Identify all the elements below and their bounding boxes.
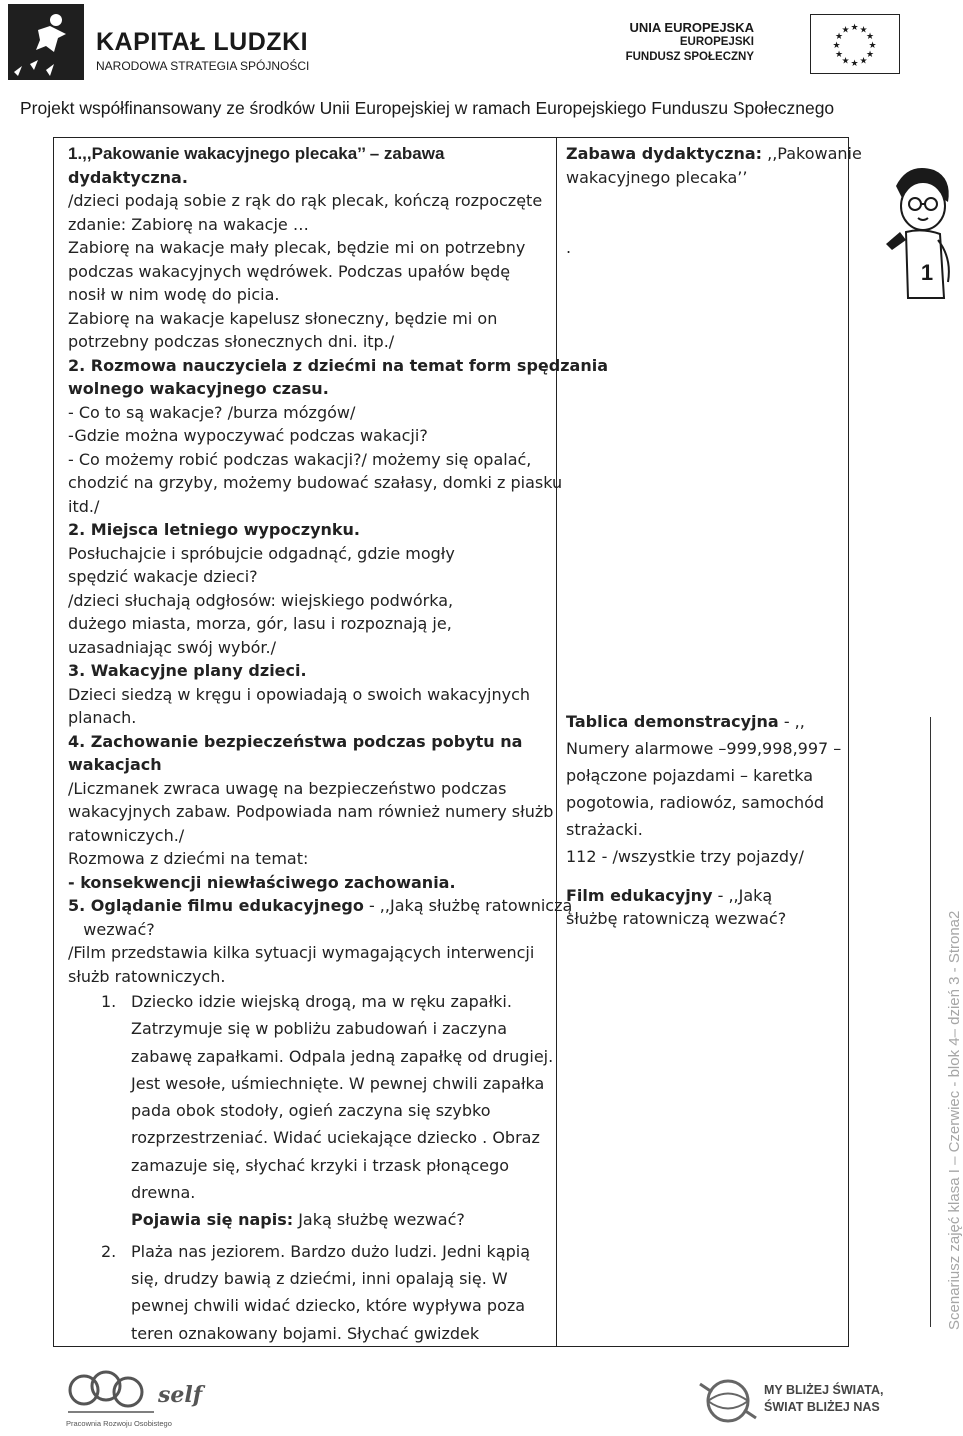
material-2-line: 112 - /wszystkie trzy pojazdy/ xyxy=(566,846,804,866)
svg-text:★: ★ xyxy=(859,56,868,67)
step-3-title: 2. Miejsca letniego wypoczynku. xyxy=(68,520,361,539)
separator-dot: . xyxy=(566,238,572,257)
material-1-line: wakacyjnego plecaka’’ xyxy=(566,167,748,187)
svg-text:★: ★ xyxy=(868,41,877,51)
situation-line: się, drudzy bawią z dziećmi, inni opalają się. W xyxy=(131,1268,508,1288)
side-rule xyxy=(930,717,931,1327)
step-5-line: - konsekwencji niewłaściwego zachowania. xyxy=(68,872,456,892)
step-4-title: 3. Wakacyjne plany dzieci. xyxy=(68,661,307,680)
step-1-line: Zabiorę na wakacje kapelusz słoneczny, będzie mi on xyxy=(68,308,498,328)
step-1-line: nosił w nim wodę do picia. xyxy=(68,285,280,304)
svg-text:★: ★ xyxy=(841,56,850,67)
kapital-ludzki-emblem-icon xyxy=(8,4,84,80)
list-number: 2. xyxy=(101,1241,117,1261)
situation-line: Zatrzymuje się w pobliżu zabudowań i zaczyna xyxy=(131,1019,507,1039)
step-1-title: 1.,,Pakowanie wakacyjnego plecaka’’ – zabawa xyxy=(68,144,445,163)
step-2-line: - Co możemy robić podczas wakacji?/ możemy się opalać, xyxy=(68,449,532,469)
step-1-line: Zabiorę na wakacje mały plecak, będzie mi on potrzebny xyxy=(68,238,526,257)
step-6-line: służb ratowniczych. xyxy=(68,966,226,986)
step-6-line: /Film przedstawia kilka sytuacji wymagających interwencji xyxy=(68,943,535,962)
situation-line: pewnej chwili widać dziecko, które wypływa poza xyxy=(131,1296,526,1316)
svg-text:★: ★ xyxy=(850,59,859,69)
step-5-line: /Liczmanek zwraca uwagę na bezpieczeństwo podczas xyxy=(68,778,507,798)
step-1-line: potrzebny podczas słonecznych dni. itp./ xyxy=(68,332,395,351)
svg-text:★: ★ xyxy=(832,41,841,51)
step-3-line: uzasadniając swój wybór./ xyxy=(68,637,276,657)
material-1-title: Zabawa dydaktyczna: ,,Pakowanie xyxy=(566,144,862,163)
step-2-line: - Co to są wakacje? /burza mózgów/ xyxy=(68,402,356,422)
column-divider xyxy=(556,138,557,1346)
kapital-ludzki-title: KAPITAŁ LUDZKI xyxy=(96,28,309,56)
eu-line-2: EUROPEJSKI xyxy=(679,36,754,48)
step-2-line: -Gdzie można wypoczywać podczas wakacji? xyxy=(68,426,428,445)
kapital-ludzki-subtitle: NARODOWA STRATEGIA SPÓJNOŚCI xyxy=(96,59,310,73)
situation-line: zabawę zapałkami. Odpala jedną zapałkę od drugiej. xyxy=(131,1046,554,1066)
eu-text xyxy=(626,20,754,65)
step-3-line: Posłuchajcie i spróbujcie odgadnąć, gdzie mogły xyxy=(68,543,455,563)
footer-slogan xyxy=(764,1382,883,1416)
step-5-line: Rozmowa z dziećmi na temat: xyxy=(68,849,309,868)
film-situation-2 xyxy=(68,1238,548,1347)
globe-icon xyxy=(690,1376,760,1426)
svg-text:★: ★ xyxy=(834,50,844,60)
situation-line: zamazuje się, słychać krzyki i trzask płonącego xyxy=(131,1155,510,1175)
slogan-line-1: MY BLIŻEJ ŚWIATA, xyxy=(764,1383,884,1397)
svg-text:★: ★ xyxy=(865,50,875,60)
material-3-title: Film edukacyjny - ,,Jaką xyxy=(566,885,773,905)
svg-text:★: ★ xyxy=(865,32,875,42)
eu-line-1: UNIA EUROPEJSKA xyxy=(629,20,754,35)
step-1-title-cont: dydaktyczna. xyxy=(68,167,188,187)
step-4-line: Dzieci siedzą w kręgu i opowiadają o swoich wakacyjnych xyxy=(68,684,531,704)
material-2-line: połączone pojazdami – karetka xyxy=(566,765,814,785)
step-5-line: ratowniczych./ xyxy=(68,825,185,845)
step-1-line: podczas wakacyjnych wędrówek. Podczas upałów będę xyxy=(68,261,511,281)
mascot-number: 1 xyxy=(920,260,934,285)
slogan-line-2: ŚWIAT BLIŻEJ NAS xyxy=(764,1400,880,1414)
step-5-title-cont: wakacjach xyxy=(68,755,162,774)
situation-line: teren oznakowany bojami. Słychać gwizdek xyxy=(131,1323,480,1343)
step-6-title: 5. Oglądanie filmu edukacyjnego - ,,Jaką służbę ratowniczą xyxy=(68,896,573,915)
eu-line-3: FUNDUSZ SPOŁECZNY xyxy=(625,51,754,63)
step-1-line: /dzieci podają sobie z rąk do rąk plecak, kończą rozpoczęte xyxy=(68,191,543,210)
eu-flag-icon xyxy=(810,14,900,74)
self-logo xyxy=(58,1366,218,1430)
lesson-table xyxy=(53,137,862,1347)
materials-column xyxy=(566,142,862,931)
situation-line: Plaża nas jeziorem. Bardzo dużo ludzi. Jedni kąpią xyxy=(131,1241,531,1261)
cofunding-line: Projekt współfinansowany ze środków Unii Europejskiej w ramach Europejskiego Funduszu Społecznego xyxy=(20,98,835,118)
step-6-line: wezwać? xyxy=(68,919,155,939)
situation-line: Dziecko idzie wiejską drogą, ma w ręku zapałki. xyxy=(131,992,512,1011)
svg-text:★: ★ xyxy=(834,32,844,42)
list-number: 1. xyxy=(101,992,117,1011)
material-2-line: pogotowia, radiowóz, samochód xyxy=(566,792,825,812)
kapital-ludzki-logo xyxy=(8,4,308,82)
self-caption: Pracownia Rozwoju Osobistego xyxy=(66,1419,172,1428)
svg-text:★: ★ xyxy=(850,23,859,33)
step-5-line: wakacyjnych zabaw. Podpowiada nam również numery służb xyxy=(68,802,554,821)
liczmanek-mascot-icon xyxy=(878,158,958,308)
material-2-line: Numery alarmowe –999,998,997 – xyxy=(566,738,842,758)
situation-line: Jest wesołe, uśmiechnięte. W pewnej chwili zapałka xyxy=(131,1073,545,1093)
svg-text:★: ★ xyxy=(859,25,868,36)
material-2-line: strażacki. xyxy=(566,819,643,839)
page-footer-vertical: Scenariusz zajęć klasa I – Czerwiec - blok 4– dzień 3 - Strona2 xyxy=(946,910,963,1330)
situation-line: pada obok stodoły, ogień zaczyna się szybko xyxy=(131,1101,491,1121)
step-2-title: 2. Rozmowa nauczyciela z dziećmi na temat form spędzania xyxy=(68,355,608,375)
film-situation-1 xyxy=(68,988,554,1234)
self-logo-text: self xyxy=(158,1382,203,1408)
situation-line: drewna. xyxy=(131,1183,196,1203)
step-3-line: spędzić wakacje dzieci? xyxy=(68,567,258,586)
my-blizej-swiata-logo xyxy=(690,1376,900,1426)
step-2-line: itd./ xyxy=(68,496,100,516)
material-2-title: Tablica demonstracyjna - ,, xyxy=(566,711,805,731)
situation-line: rozprzestrzeniać. Widać uciekające dziecko . Obraz xyxy=(131,1128,540,1148)
step-3-line: /dzieci słuchają odgłosów: wiejskiego podwórka, xyxy=(68,590,454,610)
step-5-title: 4. Zachowanie bezpieczeństwa podczas pobytu na xyxy=(68,731,523,751)
step-2-title-cont: wolnego wakacyjnego czasu. xyxy=(68,379,329,398)
material-3-line: służbę ratowniczą wezwać? xyxy=(566,909,787,928)
step-3-line: dużego miasta, morza, gór, lasu i rozpoznają je, xyxy=(68,614,452,633)
situation-caption: Pojawia się napis: Jaką służbę wezwać? xyxy=(131,1210,465,1230)
eu-logo xyxy=(600,14,900,74)
step-4-line: planach. xyxy=(68,708,137,727)
svg-text:★: ★ xyxy=(841,25,850,36)
step-1-line: zdanie: Zabiorę na wakacje … xyxy=(68,214,309,234)
step-2-line: chodzić na grzyby, możemy budować szałasy, domki z piasku xyxy=(68,473,563,492)
